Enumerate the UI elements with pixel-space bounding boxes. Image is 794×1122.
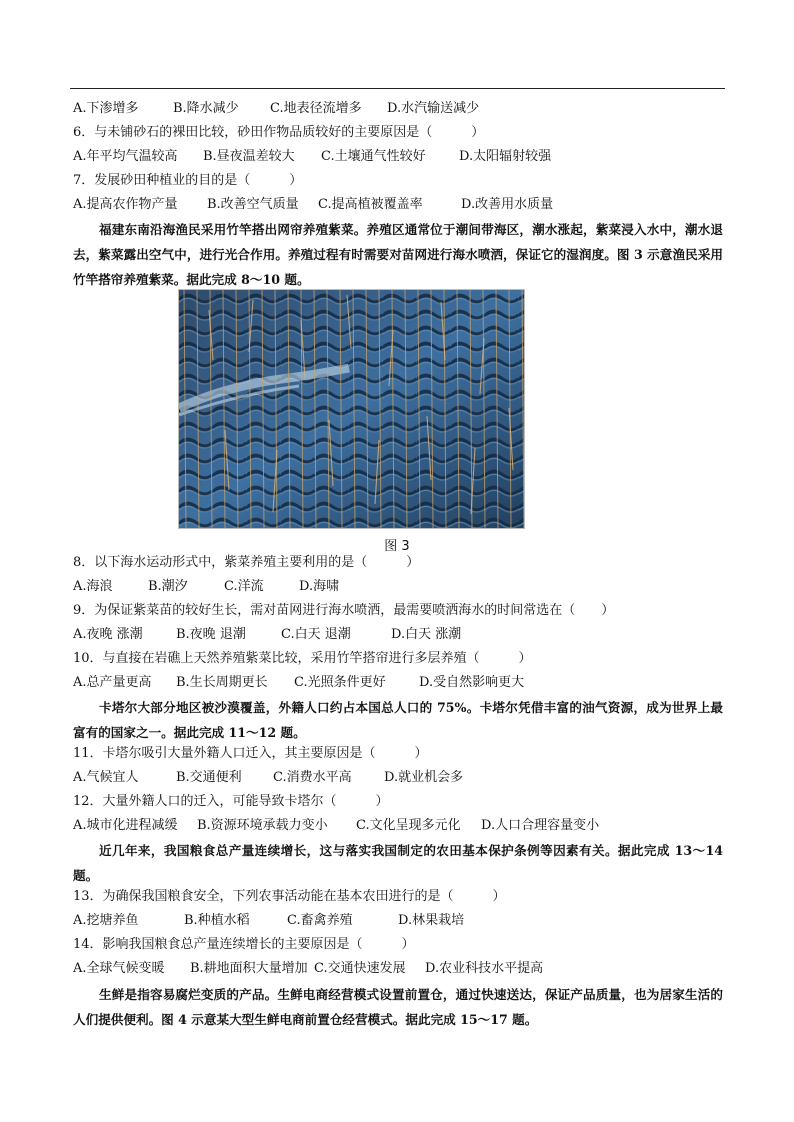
q6-options [73, 148, 551, 166]
q7-option-c[interactable]: C.提高植被覆盖率 [318, 197, 423, 212]
q12-option-c[interactable]: C.文化呈现多元化 [356, 818, 461, 833]
q11-option-d[interactable]: D.就业机会多 [384, 770, 464, 785]
q8-option-b[interactable]: B.潮汐 [148, 579, 188, 594]
q8-options [73, 578, 339, 596]
q6-option-d[interactable]: D.太阳辐射较强 [459, 149, 552, 164]
q12-option-d[interactable]: D.人口合理容量变小 [481, 818, 600, 833]
q9-option-b[interactable]: B.夜晚 退潮 [176, 627, 246, 642]
q12-option-b[interactable]: B.资源环境承载力变小 [197, 818, 328, 833]
q10-option-b[interactable]: B.生长周期更长 [176, 675, 268, 690]
q7-stem: 7．发展砂田种植业的目的是（ ） [73, 173, 303, 188]
q7-option-d[interactable]: D.改善用水质量 [461, 197, 554, 212]
q11-option-b[interactable]: B.交通便利 [176, 770, 242, 785]
q6-option-a[interactable]: A.年平均气温较高 [73, 149, 178, 164]
q13-options [73, 912, 464, 930]
q12-stem: 12．大量外籍人口的迁入，可能导致卡塔尔（ ） [73, 794, 389, 809]
q6-option-b[interactable]: B.昼夜温差较大 [203, 149, 295, 164]
q14-option-d[interactable]: D.农业科技水平提高 [425, 961, 544, 976]
q10-stem: 10．与直接在岩礁上天然养殖紫菜比较，采用竹竿搭帘进行多层养殖（ ） [73, 651, 532, 666]
q11-stem: 11．卡塔尔吸引大量外籍人口迁入，其主要原因是（ ） [73, 746, 428, 761]
passage-seaweed: 福建东南沿海渔民采用竹竿搭出网帘养殖紫菜。养殖区通常位于潮间带海区，潮水涨起，紫菜浸入水中，潮水退去，紫菜露出空气中，进行光合作用。养殖过程有时需要对苗网进行海水喷洒，保证它的湿润度。图 3 示意渔民采用竹竿搭帘养殖紫菜。据此完成 8～10 题。 [73, 222, 723, 287]
q10-options [73, 674, 524, 692]
q13-option-a[interactable]: A.挖塘养鱼 [73, 913, 139, 928]
q9-option-c[interactable]: C.白天 退潮 [281, 627, 351, 642]
figure-3-caption: 图 3 [384, 539, 410, 554]
passage-fresh-food: 生鲜是指容易腐烂变质的产品。生鲜电商经营模式设置前置仓，通过快速送达，保证产品质量，也为居家生活的人们提供便利。图 4 示意某大型生鲜电商前置仓经营模式。据此完成 15～17 题。 [73, 987, 723, 1027]
q8-stem: 8．以下海水运动形式中，紫菜养殖主要利用的是（ ） [73, 555, 420, 570]
q10-option-a[interactable]: A.总产量更高 [73, 675, 152, 690]
q7-options [73, 196, 553, 214]
q11-option-c[interactable]: C.消费水平高 [273, 770, 352, 785]
q9-options [73, 626, 461, 644]
q5-options [73, 100, 479, 118]
q13-option-d[interactable]: D.林果栽培 [398, 913, 465, 928]
q13-option-b[interactable]: B.种植水稻 [184, 913, 250, 928]
q9-stem: 9．为保证紫菜苗的较好生长，需对苗网进行海水喷洒，最需要喷洒海水的时间常选在（ ） [73, 603, 615, 618]
q11-option-a[interactable]: A.气候宜人 [73, 770, 139, 785]
q7-option-a[interactable]: A.提高农作物产量 [73, 197, 178, 212]
q5-option-c[interactable]: C.地表径流增多 [270, 101, 362, 116]
q14-options [73, 960, 543, 978]
seaweed-farm-photo [178, 289, 525, 529]
q7-option-b[interactable]: B.改善空气质量 [207, 197, 299, 212]
q14-option-b[interactable]: B.耕地面积大量增加 [190, 961, 308, 976]
q5-option-b[interactable]: B.降水减少 [173, 101, 239, 116]
q8-option-c[interactable]: C.洋流 [224, 579, 264, 594]
q8-option-d[interactable]: D.海啸 [299, 579, 340, 594]
q6-option-c[interactable]: C.土壤通气性较好 [321, 149, 426, 164]
q10-option-d[interactable]: D.受自然影响更大 [419, 675, 525, 690]
header-rule [70, 88, 725, 89]
q10-option-c[interactable]: C.光照条件更好 [294, 675, 386, 690]
q13-option-c[interactable]: C.畜禽养殖 [287, 913, 353, 928]
q14-option-c[interactable]: C.交通快速发展 [314, 961, 406, 976]
q12-option-a[interactable]: A.城市化进程减缓 [73, 818, 178, 833]
passage-qatar: 卡塔尔大部分地区被沙漠覆盖，外籍人口约占本国总人口的 75%。卡塔尔凭借丰富的油气资源，成为世界上最富有的国家之一。据此完成 11～12 题。 [73, 700, 723, 740]
q14-stem: 14．影响我国粮食总产量连续增长的主要原因是（ ） [73, 937, 415, 952]
q11-options [73, 769, 463, 787]
q5-option-a[interactable]: A.下渗增多 [73, 101, 139, 116]
q14-option-a[interactable]: A.全球气候变暖 [73, 961, 165, 976]
q13-stem: 13．为确保我国粮食安全，下列农事活动能在基本农田进行的是（ ） [73, 889, 506, 904]
q9-option-d[interactable]: D.白天 涨潮 [391, 627, 462, 642]
q8-option-a[interactable]: A.海浪 [73, 579, 113, 594]
q12-options [73, 817, 599, 835]
passage-grain: 近几年来，我国粮食总产量连续增长，这与落实我国制定的农田基本保护条例等因素有关。据此完成 13～14 题。 [73, 843, 723, 883]
q9-option-a[interactable]: A.夜晚 涨潮 [73, 627, 143, 642]
q6-stem: 6．与未铺砂石的裸田比较，砂田作物品质较好的主要原因是（ ） [73, 125, 485, 140]
q5-option-d[interactable]: D.水汽输送减少 [387, 101, 480, 116]
